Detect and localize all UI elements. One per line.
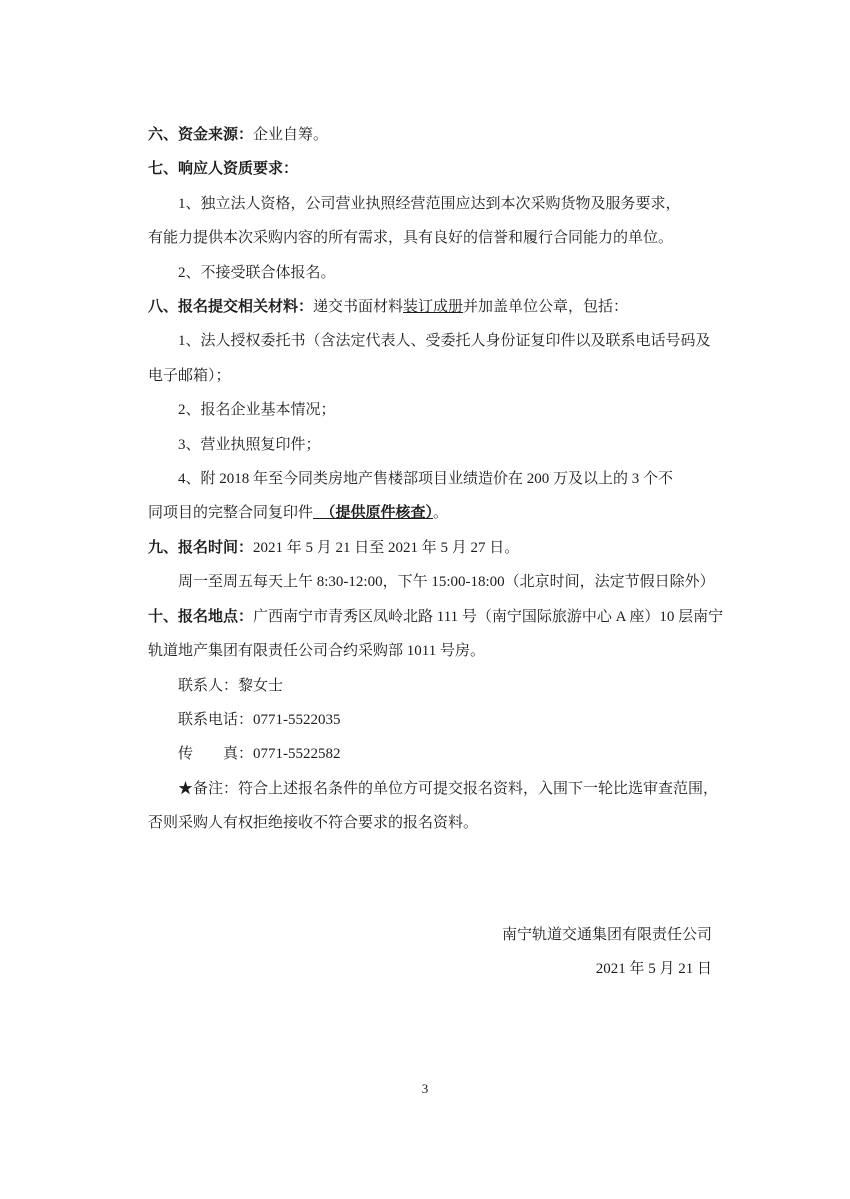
text-line xyxy=(148,806,715,840)
text-run: 传 真：0771-5522582 xyxy=(178,746,341,763)
text-run: 2、不接受联合体报名。 xyxy=(178,264,336,281)
text-run: 同项目的完整合同复印件 xyxy=(148,505,314,522)
text-run: （提供原件核查） xyxy=(328,505,434,522)
text-run: 。 xyxy=(433,505,449,522)
text-line xyxy=(148,669,715,703)
text-run: 4、附 2018 年至今同类房地产售楼部项目业绩造价在 200 万及以上的 3 个不 xyxy=(178,471,674,488)
text-run: 企业自筹。 xyxy=(253,127,329,143)
text-run: 递交书面材料 xyxy=(313,299,404,316)
text-run: 八、报名提交相关材料： xyxy=(148,299,314,316)
text-run: 七、响应人资质要求： xyxy=(148,161,299,178)
document-body xyxy=(148,118,724,986)
signature-date: 2021 年 5 月 21 日 xyxy=(595,960,712,977)
text-run: 联系电话：0771-5522035 xyxy=(178,711,341,728)
text-line xyxy=(148,256,715,290)
text-run xyxy=(313,505,328,521)
text-line xyxy=(148,393,715,427)
text-line xyxy=(148,703,715,737)
text-line xyxy=(148,359,715,393)
text-run: 2、报名企业基本情况； xyxy=(178,402,336,419)
text-line xyxy=(148,737,715,771)
text-run: 否则采购人有权拒绝接收不符合要求的报名资料。 xyxy=(148,815,479,832)
text-run: 联系人：黎女士 xyxy=(178,677,284,694)
text-line xyxy=(148,462,715,496)
text-line xyxy=(148,565,715,599)
text-run: 广西南宁市青秀区凤岭北路 111 号（南宁国际旅游中心 A 座）10 层南宁 xyxy=(253,608,724,625)
text-line xyxy=(148,118,715,152)
text-run: 十、报名地点： xyxy=(148,608,254,625)
text-run: 并加盖单位公章，包括： xyxy=(463,299,629,316)
text-line xyxy=(148,187,715,221)
text-run: 1、独立法人资格，公司营业执照经营范围应达到本次采购货物及服务要求， xyxy=(178,195,681,212)
text-line xyxy=(148,772,719,806)
text-line xyxy=(148,600,724,634)
signature-block xyxy=(148,918,715,987)
text-line xyxy=(148,152,715,186)
page-number: 3 xyxy=(421,1081,429,1096)
text-run: 有能力提供本次采购内容的所有需求，具有良好的信誉和履行合同能力的单位。 xyxy=(148,230,674,247)
signature-company: 南宁轨道交通集团有限责任公司 xyxy=(501,926,712,943)
text-run: 1、法人授权委托书（含法定代表人、受委托人身份证复印件以及联系电话号码及 xyxy=(178,333,711,350)
text-run: 2021 年 5 月 21 日至 2021 年 5 月 27 日。 xyxy=(253,539,520,556)
text-run: 周一至周五每天上午 8:30-12:00，下午 15:00-18:00（北京时间，法定节假日除外） xyxy=(178,574,715,591)
text-line xyxy=(148,324,715,358)
text-line xyxy=(148,531,715,565)
text-run: 轨道地产集团有限责任公司合约采购部 1011 号房。 xyxy=(148,643,485,660)
text-run: 装订成册 xyxy=(403,299,464,316)
text-run: 九、报名时间： xyxy=(148,539,254,556)
text-line xyxy=(148,496,715,530)
text-run: 六、资金来源： xyxy=(148,127,254,143)
text-line xyxy=(148,290,715,324)
text-line xyxy=(148,428,715,462)
text-run: ★备注：符合上述报名条件的单位方可提交报名资料，入围下一轮比选审查范围， xyxy=(178,780,719,797)
text-line xyxy=(148,634,715,668)
text-line xyxy=(148,221,715,255)
text-run: 3、营业执照复印件； xyxy=(178,436,321,453)
text-run: 电子邮箱）； xyxy=(148,367,231,384)
